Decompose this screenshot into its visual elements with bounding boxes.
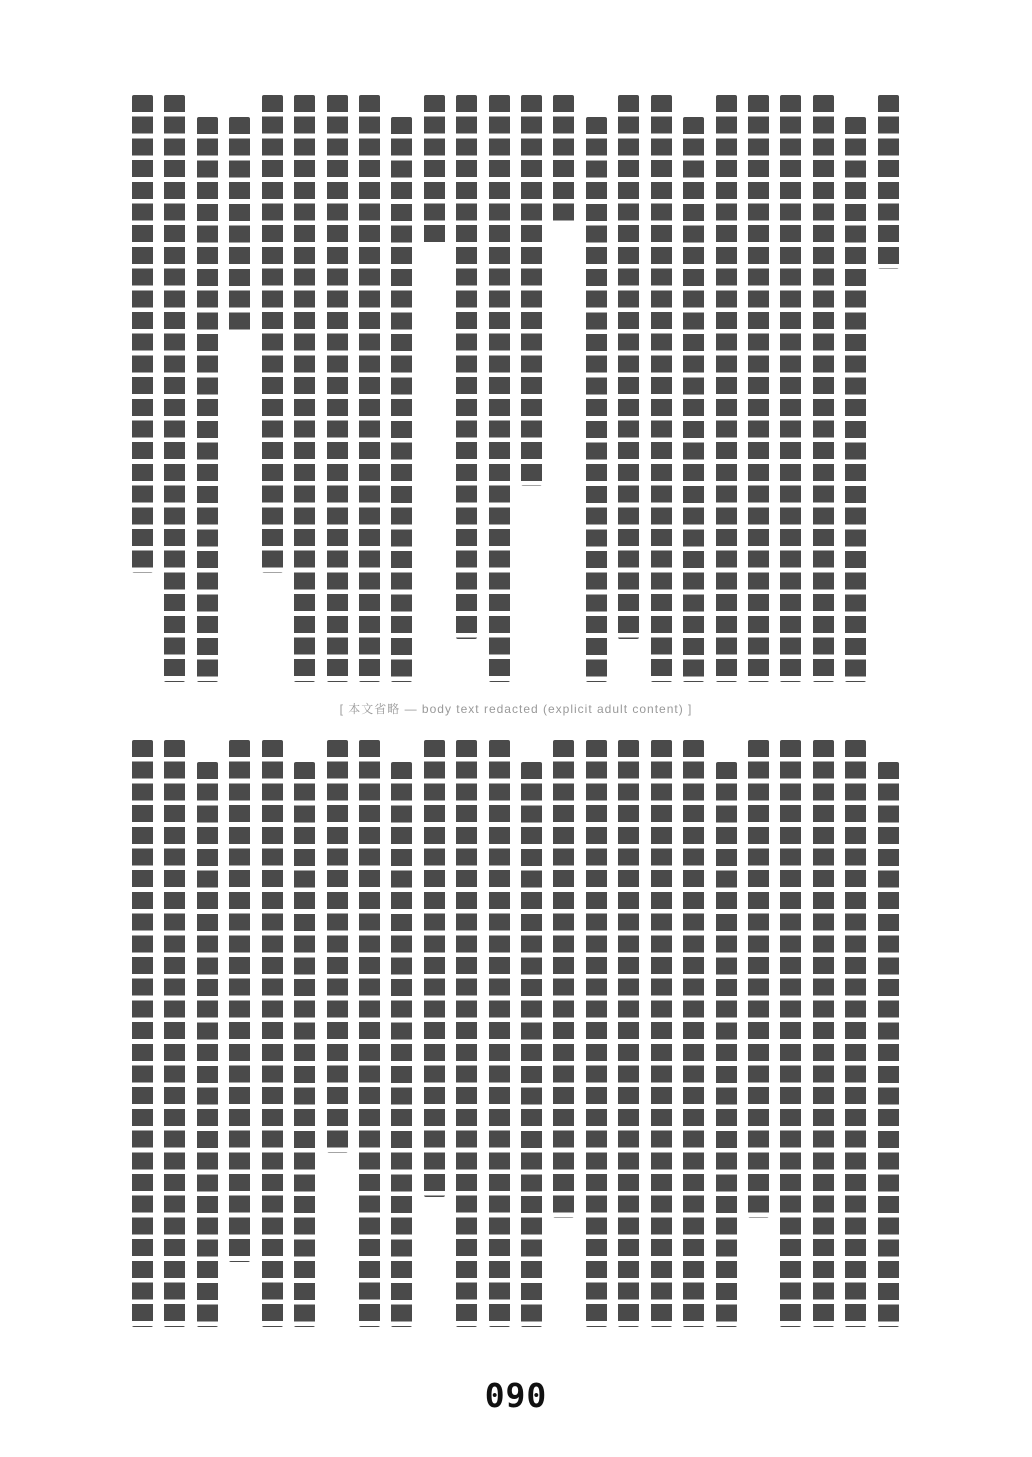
redacted-text-bar bbox=[586, 740, 607, 1327]
redacted-text-bar bbox=[521, 95, 542, 486]
text-column-redacted bbox=[391, 95, 412, 682]
redacted-text-bar bbox=[878, 95, 899, 269]
text-column-redacted bbox=[813, 95, 834, 682]
text-column-redacted bbox=[716, 95, 737, 682]
redacted-text-bar bbox=[651, 740, 672, 1327]
text-column-redacted bbox=[521, 95, 542, 682]
redaction-note: [ 本文省略 — body text redacted (explicit adult content) ] bbox=[339, 702, 693, 716]
text-column-redacted bbox=[845, 740, 866, 1327]
text-column-redacted bbox=[813, 740, 834, 1327]
redacted-text-bar bbox=[424, 740, 445, 1197]
redacted-text-bar bbox=[229, 117, 250, 334]
redacted-text-bar bbox=[618, 95, 639, 639]
redacted-text-bar bbox=[813, 740, 834, 1327]
redacted-text-bar bbox=[683, 117, 704, 682]
redacted-text-bar bbox=[748, 740, 769, 1218]
text-column-redacted bbox=[521, 740, 542, 1327]
text-column-redacted bbox=[359, 740, 380, 1327]
redacted-text-bar bbox=[391, 117, 412, 682]
text-column-redacted bbox=[553, 95, 574, 682]
text-column-redacted bbox=[424, 95, 445, 682]
text-column-redacted bbox=[359, 95, 380, 682]
redacted-text-bar bbox=[845, 117, 866, 682]
redacted-text-bar bbox=[359, 95, 380, 682]
redacted-text-bar bbox=[294, 95, 315, 682]
redacted-text-bar bbox=[651, 95, 672, 682]
text-column-redacted bbox=[651, 740, 672, 1327]
redacted-text-bar bbox=[780, 95, 801, 682]
text-column-redacted bbox=[553, 740, 574, 1327]
text-column-redacted bbox=[197, 740, 218, 1327]
redacted-text-bar bbox=[878, 762, 899, 1327]
redacted-text-bar bbox=[456, 740, 477, 1327]
redacted-text-bar bbox=[813, 95, 834, 682]
redacted-text-bar bbox=[553, 95, 574, 225]
text-column-redacted bbox=[229, 740, 250, 1327]
redacted-text-bar bbox=[327, 95, 348, 682]
redacted-text-bar bbox=[489, 95, 510, 682]
page-number: 090 bbox=[484, 1376, 548, 1415]
text-column-redacted bbox=[683, 740, 704, 1327]
redacted-text-bar bbox=[164, 740, 185, 1327]
text-column-redacted bbox=[586, 95, 607, 682]
text-column-redacted bbox=[391, 740, 412, 1327]
text-column-redacted bbox=[424, 740, 445, 1327]
text-column-redacted bbox=[618, 95, 639, 682]
text-column-redacted bbox=[651, 95, 672, 682]
text-column-redacted bbox=[164, 740, 185, 1327]
text-column-redacted bbox=[618, 740, 639, 1327]
text-column-redacted bbox=[327, 95, 348, 682]
redacted-text-bar bbox=[229, 740, 250, 1262]
redacted-text-bar bbox=[845, 740, 866, 1327]
text-column-redacted bbox=[164, 95, 185, 682]
text-column-redacted bbox=[489, 95, 510, 682]
redacted-text-bar bbox=[262, 740, 283, 1327]
redacted-text-bar bbox=[748, 95, 769, 682]
redacted-text-bar bbox=[391, 762, 412, 1327]
text-column-redacted bbox=[780, 95, 801, 682]
redacted-text-bar bbox=[553, 740, 574, 1218]
text-column-redacted bbox=[294, 740, 315, 1327]
text-column-redacted bbox=[748, 95, 769, 682]
redacted-text-bar bbox=[132, 95, 153, 573]
lower-text-block bbox=[132, 740, 899, 1327]
text-column-redacted bbox=[683, 95, 704, 682]
text-column-redacted bbox=[716, 740, 737, 1327]
text-column-redacted bbox=[132, 740, 153, 1327]
redacted-text-bar bbox=[262, 95, 283, 573]
redacted-text-bar bbox=[716, 762, 737, 1327]
redacted-text-bar bbox=[618, 740, 639, 1327]
redacted-text-bar bbox=[197, 762, 218, 1327]
text-column-redacted bbox=[327, 740, 348, 1327]
text-column-redacted bbox=[586, 740, 607, 1327]
text-column-redacted bbox=[132, 95, 153, 682]
text-column-redacted bbox=[262, 740, 283, 1327]
redacted-text-bar bbox=[294, 762, 315, 1327]
redacted-text-bar bbox=[521, 762, 542, 1327]
redacted-text-bar bbox=[164, 95, 185, 682]
text-column-redacted bbox=[456, 95, 477, 682]
text-column-redacted bbox=[489, 740, 510, 1327]
redacted-text-bar bbox=[716, 95, 737, 682]
upper-text-block bbox=[132, 95, 899, 682]
redacted-text-bar bbox=[780, 740, 801, 1327]
text-column-redacted bbox=[748, 740, 769, 1327]
redacted-text-bar bbox=[424, 95, 445, 247]
text-column-redacted bbox=[197, 95, 218, 682]
text-column-redacted bbox=[229, 95, 250, 682]
redacted-text-bar bbox=[456, 95, 477, 639]
redacted-text-bar bbox=[132, 740, 153, 1327]
redacted-text-bar bbox=[359, 740, 380, 1327]
text-column-redacted bbox=[845, 95, 866, 682]
text-column-redacted bbox=[780, 740, 801, 1327]
redacted-text-bar bbox=[586, 117, 607, 682]
redacted-text-bar bbox=[489, 740, 510, 1327]
redacted-text-bar bbox=[197, 117, 218, 682]
text-column-redacted bbox=[262, 95, 283, 682]
redacted-text-bar bbox=[327, 740, 348, 1153]
text-column-redacted bbox=[294, 95, 315, 682]
redacted-text-bar bbox=[683, 740, 704, 1327]
text-column-redacted bbox=[878, 740, 899, 1327]
text-column-redacted bbox=[878, 95, 899, 682]
text-column-redacted bbox=[456, 740, 477, 1327]
